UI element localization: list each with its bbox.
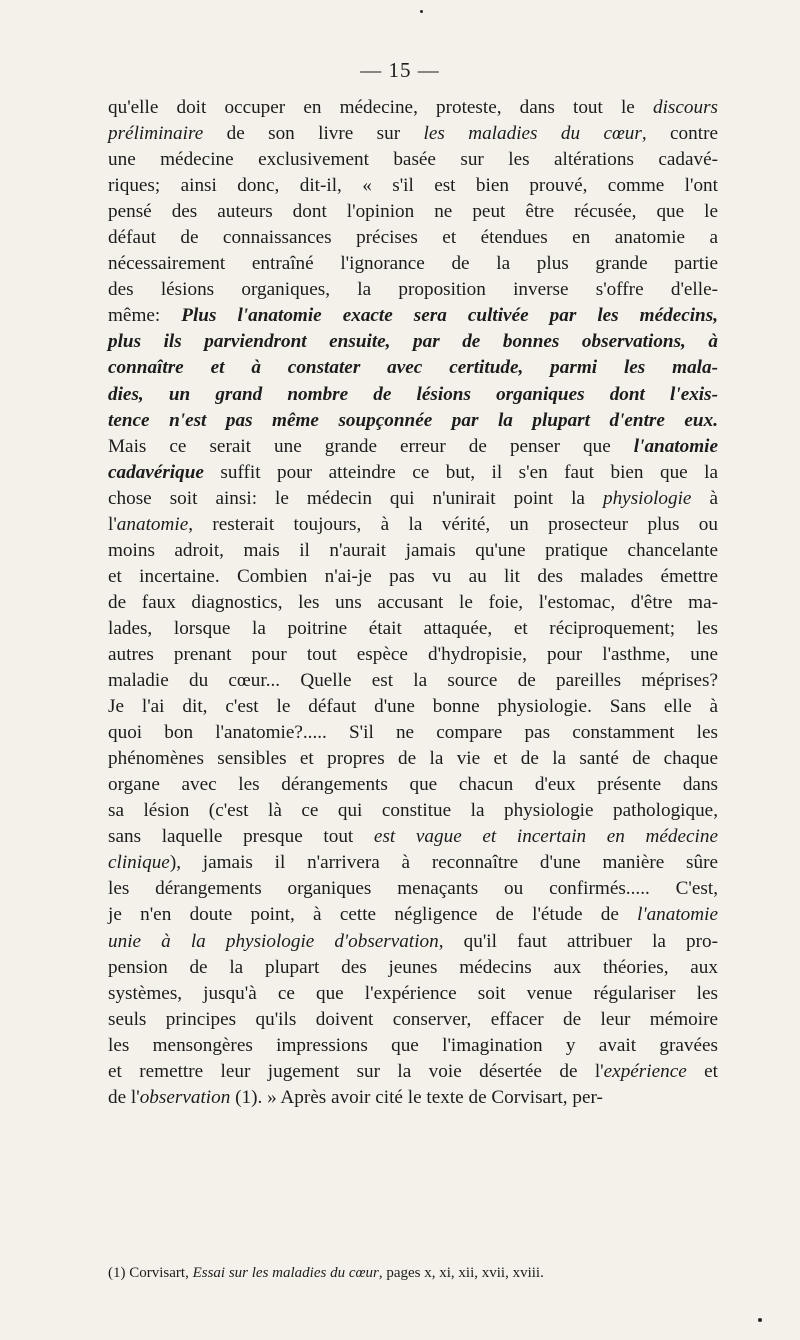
text-segment: et incertaine. Combien n'ai-je pas vu au lit des malades émettre [108,565,718,587]
text-segment: et [686,1060,718,1082]
text-segment: moins adroit, mais il n'aurait jamais qu'une pratique chancelante [108,539,718,561]
text-segment: dies, un grand nombre de lésions organiques dont l'exis- [108,383,718,405]
text-segment: pensé des auteurs dont l'opinion ne peut être récusée, que le [108,201,718,223]
text-segment: nécessairement entraîné l'ignorance de la plus grande partie [108,253,718,275]
footnote-segment: , pages x, xi, xii, xvii, xviii. [378,1265,544,1281]
text-segment: clinique [108,852,170,874]
text-segment: tence n'est pas même soupçonnée par la plupart d'entre eux. [108,409,718,431]
text-segment: quoi bon l'anatomie?..... S'il ne compare pas constamment les [108,722,718,744]
text-line [108,382,718,408]
text-line [108,277,718,303]
text-segment: l'anatomie [633,435,718,457]
text-segment: systèmes, jusqu'à ce que l'expérience soit venue régulariser les [108,982,718,1004]
paper-speck [758,1318,762,1322]
text-segment: Je l'ai dit, c'est le défaut d'une bonne physiologie. Sans elle à [108,696,718,718]
text-segment: riques; ainsi donc, dit-il, « s'il est bien prouvé, comme l'ont [108,175,718,197]
text-line [108,746,718,772]
text-segment: , qu'il faut attribuer la pro- [438,930,718,952]
text-line [108,642,718,668]
text-line [108,460,718,486]
text-line [108,1033,718,1059]
text-segment: et remettre leur jugement sur la voie désertée de l' [108,1060,604,1082]
text-line [108,251,718,277]
text-line [108,486,718,512]
text-segment: sans laquelle presque tout [108,826,374,848]
text-line [108,798,718,824]
text-line [108,824,718,850]
footnote-segment: Essai sur les maladies du cœur [192,1265,379,1281]
text-line [108,434,718,460]
text-segment: autres prenant pour tout espèce d'hydropisie, pour l'asthme, une [108,643,718,665]
text-line [108,564,718,590]
text-segment: défaut de connaissances précises et étendues en anatomie a [108,227,718,249]
text-segment: lades, lorsque la poitrine était attaquée, et réciproquement; les [108,617,718,639]
text-line [108,121,718,147]
text-segment: cadavérique [108,461,204,483]
text-line [108,720,718,746]
text-line [108,850,718,876]
text-segment: phénomènes sensibles et propres de la vie et de la santé de chaque [108,748,718,770]
text-segment: même: [108,305,182,327]
text-line [108,355,718,381]
text-segment: Plus l'anatomie exacte sera cultivée par les médecins, [181,305,718,327]
text-segment: maladie du cœur... Quelle est la source de pareilles méprises? [108,670,718,692]
text-segment: observation [139,1086,231,1108]
text-line [108,538,718,564]
text-line [108,876,718,902]
text-segment: plus ils parviendront ensuite, par de bonnes observations, à [108,331,718,353]
text-line [108,147,718,173]
text-segment: des lésions organiques, la proposition inverse s'offre d'elle- [108,279,718,301]
text-segment: , resterait toujours, à la vérité, un prosecteur plus ou [188,513,718,535]
text-line [108,772,718,798]
text-segment: les dérangements organiques menaçants ou confirmés..... C'est, [108,878,718,900]
text-line [108,1059,718,1085]
text-segment: (1). » Après avoir cité le texte de Corvisart, per- [230,1086,603,1108]
text-segment: Mais ce serait une grande erreur de penser que [108,435,634,457]
footnote [108,1263,718,1283]
text-line [108,225,718,251]
text-segment: préliminaire [108,123,204,145]
text-segment: l'anatomie [637,904,718,926]
text-line [108,616,718,642]
text-segment: ), jamais il n'arrivera à reconnaître d'une manière sûre [169,852,718,874]
text-segment: de l' [108,1086,140,1108]
text-segment: de son livre sur [203,123,424,145]
text-segment: seuls principes qu'ils doivent conserver, effacer de leur mémoire [108,1008,718,1030]
text-line [108,929,718,955]
text-segment: est vague et incertain en médecine [373,826,718,848]
text-line [108,173,718,199]
text-line [108,329,718,355]
text-line [108,694,718,720]
text-line [108,95,718,121]
text-segment: pension de la plupart des jeunes médecins aux théories, aux [108,956,718,978]
text-line [108,902,718,928]
text-line [108,512,718,538]
text-segment: de faux diagnostics, les uns accusant le foie, l'estomac, d'être ma- [108,591,718,613]
text-segment: qu'elle doit occuper en médecine, proteste, dans tout le [108,97,653,118]
text-segment: chose soit ainsi: le médecin qui n'unirait point la [108,487,603,509]
text-line [108,408,718,434]
text-segment: , contre [641,123,718,145]
text-segment: connaître et à constater avec certitude, parmi les mala- [108,357,718,379]
text-line [108,303,718,329]
text-segment: organe avec les dérangements que chacun d'eux présente dans [108,774,718,796]
text-line [108,199,718,225]
text-line [108,590,718,616]
text-segment: unie à la physiologie d'observation [108,930,439,952]
footnote-segment: (1) Corvisart, [108,1265,193,1281]
text-segment: anatomie [116,513,189,535]
text-line [108,981,718,1007]
text-segment: à [691,487,718,509]
text-line [108,1007,718,1033]
text-segment: expérience [603,1060,687,1082]
text-segment: les maladies du cœur [423,123,642,145]
text-segment: discours [652,97,718,118]
text-line [108,668,718,694]
page-number-header: — 15 — [360,58,440,82]
body-text [108,95,718,1111]
text-segment: une médecine exclusivement basée sur les altérations cadavé- [108,149,718,171]
text-segment: physiologie [602,487,692,509]
text-segment: l' [108,513,117,535]
text-segment: suffit pour atteindre ce but, il s'en faut bien que la [203,461,718,483]
text-segment: sa lésion (c'est là ce qui constitue la physiologie pathologique, [108,800,718,822]
text-segment: les mensongères impressions que l'imagination y avait gravées [108,1034,718,1056]
text-line [108,1085,718,1111]
paper-speck [420,10,423,13]
text-line [108,955,718,981]
text-segment: je n'en doute point, à cette négligence de l'étude de [108,904,638,926]
